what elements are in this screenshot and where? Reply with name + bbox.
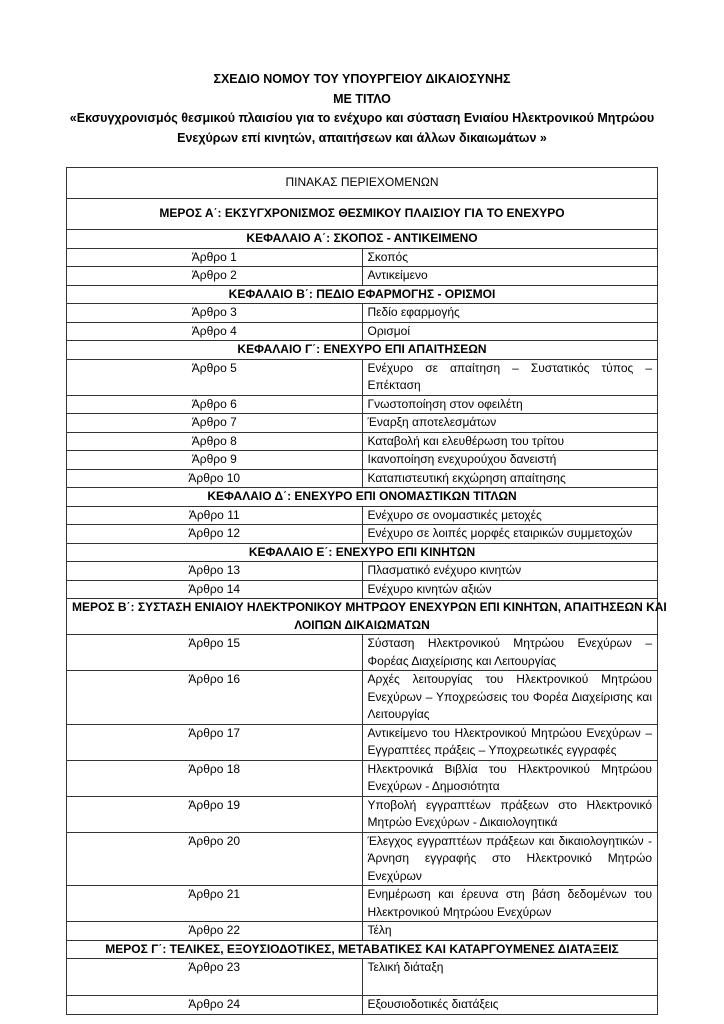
article-number: Άρθρο 9	[67, 451, 363, 470]
article-number: Άρθρο 24	[67, 996, 363, 1015]
table-row	[67, 248, 658, 267]
article-title: Έναρξη αποτελεσμάτων	[362, 414, 658, 433]
article-title: Αρχές λειτουργίας του Ηλεκτρονικού Μητρώου Ενεχύρων – Υποχρεώσεις του Φορέα Διαχείρισης και Λειτουργίας	[362, 671, 658, 725]
table-row	[67, 671, 658, 725]
part-b-title-line-1: ΜΕΡΟΣ Β΄: ΣΥΣΤΑΣΗ ΕΝΙΑΙΟΥ ΗΛΕΚΤΡΟΝΙΚΟΥ ΜΗΤΡΩΟΥ ΕΝΕΧΥΡΩΝ ΕΠΙ ΚΙΝΗΤΩΝ, ΑΠΑΙΤΗΣΕΩΝ ΚΑΙ	[72, 600, 667, 614]
chapter-d-title: ΚΕΦΑΛΑΙΟ Δ΄: ΕΝΕΧΥΡΟ ΕΠΙ ΟΝΟΜΑΣΤΙΚΩΝ ΤΙΤΛΩΝ	[67, 488, 658, 507]
article-title: Ηλεκτρονικά Βιβλία του Ηλεκτρονικού Μητρώου Ενεχύρων - Δημοσιότητα	[362, 760, 658, 796]
article-title: Πεδίο εφαρμογής	[362, 304, 658, 323]
article-title: Ενέχυρο σε απαίτηση – Συστατικός τύπος – Επέκταση	[362, 359, 658, 395]
part-b-title-line-2: ΛΟΙΠΩΝ ΔΙΚΑΙΩΜΑΤΩΝ	[294, 617, 430, 632]
toc-heading: ΠΙΝΑΚΑΣ ΠΕΡΙΕΧΟΜΕΝΩΝ	[67, 168, 658, 199]
article-title: Ενέχυρο κινητών αξιών	[362, 580, 658, 599]
article-title: Υποβολή εγγραπτέων πράξεων στο Ηλεκτρονικό Μητρώο Ενεχύρων - Δικαιολογητικά	[362, 796, 658, 832]
article-number: Άρθρο 10	[67, 469, 363, 488]
article-number: Άρθρο 13	[67, 562, 363, 581]
toc-heading-row	[67, 168, 658, 199]
part-row	[67, 199, 658, 230]
table-row	[67, 432, 658, 451]
table-row	[67, 760, 658, 796]
header-line-2: ΜΕ ΤΙΤΛΟ	[333, 91, 391, 106]
table-row	[67, 414, 658, 433]
table-row	[67, 451, 658, 470]
header-line-1: ΣΧΕΔΙΟ ΝΟΜΟΥ ΤΟΥ ΥΠΟΥΡΓΕΙΟΥ ΔΙΚΑΙΟΣΥΝΗΣ	[213, 72, 511, 86]
table-row	[67, 267, 658, 286]
article-title: Ορισμοί	[362, 322, 658, 341]
chapter-row	[67, 285, 658, 304]
article-number: Άρθρο 15	[67, 635, 363, 671]
article-title: Εξουσιοδοτικές διατάξεις	[362, 996, 658, 1015]
header-line-3: «Εκσυγχρονισμός θεσμικού πλαισίου για το ενέχυρο και σύσταση Ενιαίου Ηλεκτρονικού Μητρώου	[69, 111, 655, 125]
table-row	[67, 469, 658, 488]
part-row	[67, 599, 658, 635]
article-number: Άρθρο 17	[67, 724, 363, 760]
article-title: Ενέχυρο σε λοιπές μορφές εταιρικών συμμετοχών	[362, 525, 658, 544]
article-title: Έλεγχος εγγραπτέων πράξεων και δικαιολογητικών - Άρνηση εγγραφής στο Ηλεκτρονικό Μητρώο Ενεχύρων	[362, 832, 658, 886]
article-number: Άρθρο 16	[67, 671, 363, 725]
article-title: Ικανοποίηση ενεχυρούχου δανειστή	[362, 451, 658, 470]
table-row	[67, 562, 658, 581]
part-c-title: ΜΕΡΟΣ Γ΄: ΤΕΛΙΚΕΣ, ΕΞΟΥΣΙΟΔΟΤΙΚΕΣ, ΜΕΤΑΒΑΤΙΚΕΣ ΚΑΙ ΚΑΤΑΡΓΟΥΜΕΝΕΣ ΔΙΑΤΑΞΕΙΣ	[67, 940, 658, 959]
article-title: Γνωστοποίηση στον οφειλέτη	[362, 395, 658, 414]
article-number: Άρθρο 12	[67, 525, 363, 544]
article-title: Σύσταση Ηλεκτρονικού Μητρώου Ενεχύρων – Φορέας Διαχείρισης και Λειτουργίας	[362, 635, 658, 671]
table-row	[67, 832, 658, 886]
table-of-contents	[66, 167, 667, 1015]
document-header	[60, 70, 664, 148]
table-row	[67, 996, 658, 1015]
article-title: Αντικείμενο	[362, 267, 658, 286]
part-a-title: ΜΕΡΟΣ Α΄: ΕΚΣΥΓΧΡΟΝΙΣΜΟΣ ΘΕΣΜΙΚΟΥ ΠΛΑΙΣΙΟΥ ΓΙΑ ΤΟ ΕΝΕΧΥΡΟ	[67, 199, 658, 230]
article-title: Ενέχυρο σε ονομαστικές μετοχές	[362, 506, 658, 525]
article-number: Άρθρο 1	[67, 248, 363, 267]
table-row	[67, 959, 658, 996]
table-row	[67, 796, 658, 832]
article-number: Άρθρο 4	[67, 322, 363, 341]
chapter-e-title: ΚΕΦΑΛΑΙΟ Ε΄: ΕΝΕΧΥΡΟ ΕΠΙ ΚΙΝΗΤΩΝ	[67, 543, 658, 562]
table-row	[67, 580, 658, 599]
article-number: Άρθρο 20	[67, 832, 363, 886]
chapter-row	[67, 230, 658, 249]
table-row	[67, 395, 658, 414]
article-number: Άρθρο 19	[67, 796, 363, 832]
article-title: Τελική διάταξη	[362, 959, 658, 996]
chapter-b-title: ΚΕΦΑΛΑΙΟ Β΄: ΠΕΔΙΟ ΕΦΑΡΜΟΓΗΣ - ΟΡΙΣΜΟΙ	[67, 285, 658, 304]
table-row	[67, 635, 658, 671]
article-number: Άρθρο 14	[67, 580, 363, 599]
article-number: Άρθρο 11	[67, 506, 363, 525]
article-number: Άρθρο 8	[67, 432, 363, 451]
article-title: Αντικείμενο του Ηλεκτρονικού Μητρώου Ενεχύρων – Εγγραπτέες πράξεις – Υποχρεωτικές εγγραφές	[362, 724, 658, 760]
table-row	[67, 304, 658, 323]
table-row	[67, 922, 658, 941]
table-row	[67, 886, 658, 922]
article-number: Άρθρο 6	[67, 395, 363, 414]
table-row	[67, 506, 658, 525]
header-line-4: Ενεχύρων επί κινητών, απαιτήσεων και άλλων δικαιωμάτων »	[177, 130, 547, 145]
article-number: Άρθρο 18	[67, 760, 363, 796]
article-number: Άρθρο 22	[67, 922, 363, 941]
article-number: Άρθρο 7	[67, 414, 363, 433]
table-row	[67, 525, 658, 544]
article-number: Άρθρο 23	[67, 959, 363, 996]
part-b-title	[67, 599, 667, 635]
article-title: Σκοπός	[362, 248, 658, 267]
article-number: Άρθρο 5	[67, 359, 363, 395]
table-row	[67, 359, 658, 395]
part-row	[67, 940, 658, 959]
article-number: Άρθρο 3	[67, 304, 363, 323]
article-number: Άρθρο 21	[67, 886, 363, 922]
chapter-row	[67, 341, 658, 360]
article-title: Ενημέρωση και έρευνα στη βάση δεδομένων του Ηλεκτρονικού Μητρώου Ενεχύρων	[362, 886, 658, 922]
article-title: Τέλη	[362, 922, 658, 941]
table-row	[67, 724, 658, 760]
chapter-row	[67, 543, 658, 562]
chapter-c-title: ΚΕΦΑΛΑΙΟ Γ΄: ΕΝΕΧΥΡΟ ΕΠΙ ΑΠΑΙΤΗΣΕΩΝ	[67, 341, 658, 360]
article-number: Άρθρο 2	[67, 267, 363, 286]
article-title: Καταπιστευτική εκχώρηση απαίτησης	[362, 469, 658, 488]
chapter-a-title: ΚΕΦΑΛΑΙΟ Α΄: ΣΚΟΠΟΣ - ΑΝΤΙΚΕΙΜΕΝΟ	[67, 230, 658, 249]
article-title: Πλασματικό ενέχυρο κινητών	[362, 562, 658, 581]
chapter-row	[67, 488, 658, 507]
article-title: Καταβολή και ελευθέρωση του τρίτου	[362, 432, 658, 451]
table-row	[67, 322, 658, 341]
